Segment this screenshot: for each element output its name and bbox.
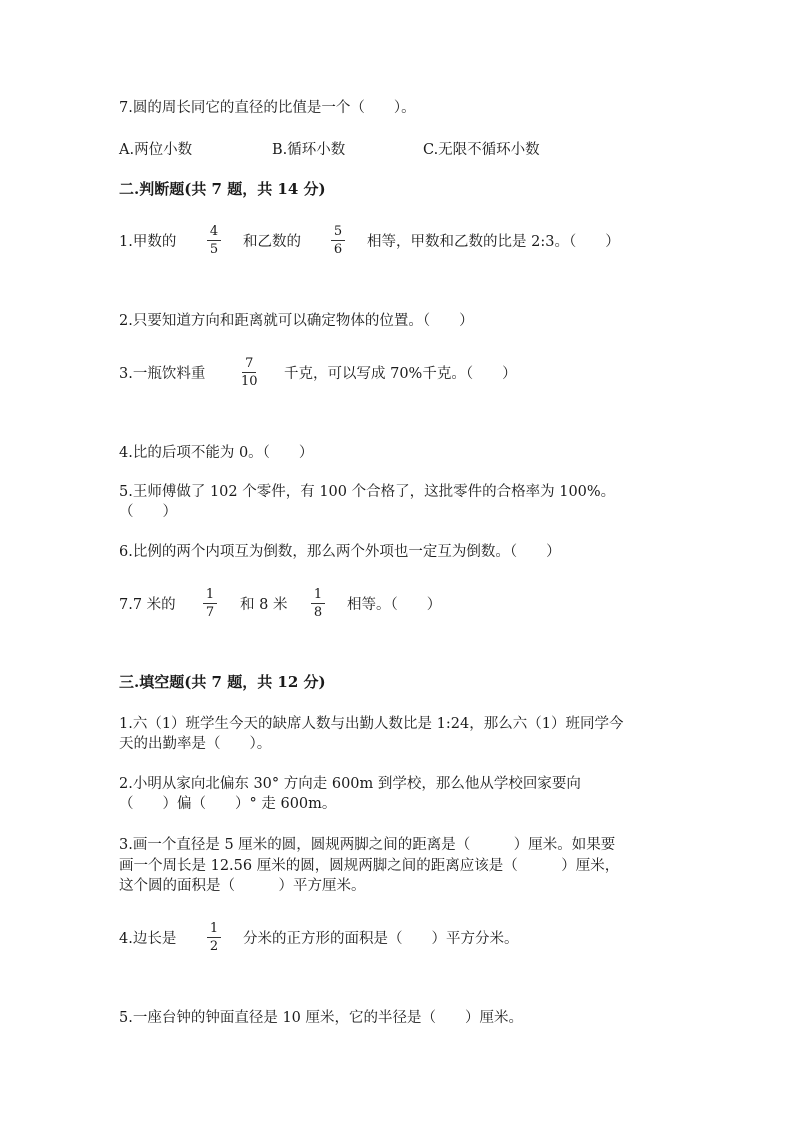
fraction-denominator: 7 (205, 605, 215, 620)
judge-4: 4.比的后项不能为 0。（ ） (119, 445, 314, 461)
judge-1-part-c: 相等，甲数和乙数的比是 2:3。（ ） (367, 234, 620, 250)
section-3-title: 三.填空题(共 7 题，共 12 分) (119, 673, 326, 691)
judge-3-part-a: 3.一瓶饮料重 (119, 366, 206, 382)
fraction-denominator: 2 (209, 939, 219, 954)
fraction-1-8 (311, 587, 325, 620)
fraction-1-2 (207, 921, 221, 954)
judge-7-part-c: 相等。（ ） (347, 597, 442, 613)
fill-2-line-1: 2.小明从家向北偏东 30° 方向走 600m 到学校，那么他从学校回家要向 (119, 776, 581, 792)
judge-1-part-b: 和乙数的 (243, 234, 301, 250)
fraction-numerator: 1 (313, 587, 323, 602)
judge-7-part-b: 和 8 米 (240, 597, 288, 613)
fraction-numerator: 1 (209, 921, 219, 936)
section-2-title: 二.判断题(共 7 题，共 14 分) (119, 180, 326, 198)
fraction-5-6 (331, 224, 345, 257)
fill-1-line-1: 1.六（1）班学生今天的缺席人数与出勤人数比是 1:24，那么六（1）班同学今 (119, 716, 624, 732)
fill-5: 5.一座台钟的钟面直径是 10 厘米，它的半径是（ ）厘米。 (119, 1010, 524, 1026)
option-b: B.循环小数 (272, 142, 346, 158)
fill-4-part-b: 分米的正方形的面积是（ ）平方分米。 (243, 931, 519, 947)
fill-3-line-3: 这个圆的面积是（ ）平方厘米。 (119, 878, 366, 894)
option-a: A.两位小数 (119, 142, 193, 158)
fraction-4-5 (207, 224, 221, 257)
judge-3-part-b: 千克，可以写成 70%千克。（ ） (284, 366, 517, 382)
question-7-stem: 7.圆的周长同它的直径的比值是一个（ ）。 (119, 100, 416, 116)
fraction-numerator: 4 (209, 224, 219, 239)
option-c: C.无限不循环小数 (423, 142, 540, 158)
fraction-denominator: 8 (313, 605, 323, 620)
judge-6: 6.比例的两个内项互为倒数，那么两个外项也一定互为倒数。（ ） (119, 544, 561, 560)
judge-5-line-2: （ ） (119, 504, 177, 520)
fraction-denominator: 10 (241, 374, 258, 389)
fraction-7-10 (241, 356, 258, 389)
fill-3-line-2: 画一个周长是 12.56 厘米的圆，圆规两脚之间的距离应该是（ ）厘米， (119, 858, 620, 874)
judge-1-part-a: 1.甲数的 (119, 234, 177, 250)
fraction-1-7 (203, 587, 217, 620)
fraction-numerator: 1 (205, 587, 215, 602)
judge-2: 2.只要知道方向和距离就可以确定物体的位置。（ ） (119, 313, 474, 329)
fill-3-line-1: 3.画一个直径是 5 厘米的圆，圆规两脚之间的距离是（ ）厘米。如果要 (119, 837, 616, 853)
fraction-denominator: 6 (333, 242, 343, 257)
fill-1-line-2: 天的出勤率是（ ）。 (119, 736, 272, 752)
judge-5-line-1: 5.王师傅做了 102 个零件，有 100 个合格了，这批零件的合格率为 100%。 (119, 484, 616, 500)
judge-7-part-a: 7.7 米的 (119, 597, 176, 613)
fill-2-line-2: （ ）偏（ ）° 走 600m。 (119, 796, 337, 812)
fraction-numerator: 7 (245, 356, 254, 371)
fill-4-part-a: 4.边长是 (119, 931, 177, 947)
fraction-numerator: 5 (333, 224, 343, 239)
fraction-denominator: 5 (209, 242, 219, 257)
